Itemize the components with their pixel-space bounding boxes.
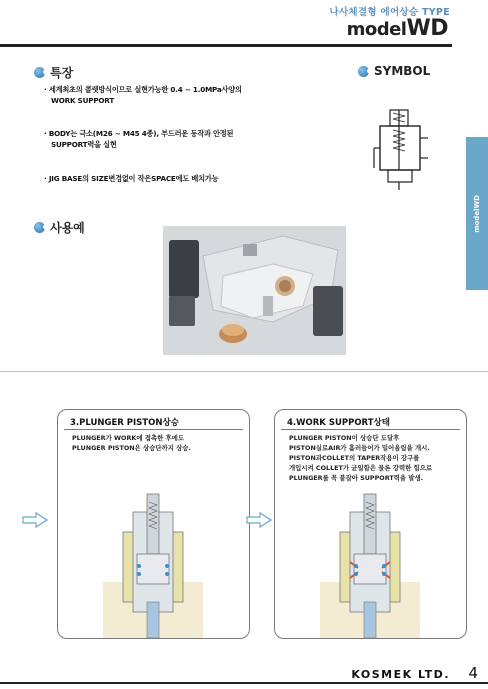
side-tab-label: modelWD [473,194,481,233]
side-tab[interactable] [466,137,488,290]
panel-title: 4.WORK SUPPORT상태 [287,418,390,428]
footer-rule [0,682,488,684]
jig-photo-illustration [163,226,346,355]
feature-item [44,84,242,106]
cross-section-drawing-icon [320,492,420,638]
feature-line: · 세계최초의 콜렛방식이므로 실현가능한 0.4 ~ 1.0MPa사양의 [44,85,242,94]
panel-plunger-piston-rise [57,409,250,639]
panel-work-support-state [274,409,467,639]
panel-line: PISTON과COLLET의 TAPER작용이 강구를 [289,454,420,462]
panel-line: PISTON실로AIR가 흘러들어가 밀어올림을 개시. [289,444,430,452]
symbol-title: SYMBOL [374,64,431,78]
panel-title: 3.PLUNGER PISTON상승 [70,418,179,428]
cross-section-drawing-icon [103,492,203,638]
usage-photo [163,226,346,355]
usage-title: 사용예 [50,221,85,235]
header-subtitle: 나사체결형 에어상승 TYPE [329,7,450,18]
page-number: 4 [468,664,478,682]
model-title [347,18,448,40]
features-heading [34,64,73,81]
feature-line: · JIG BASE의 SIZE변경없이 작은SPACE에도 배치가능 [44,174,219,183]
right-arrow-icon [22,512,48,528]
panel-title-rule [281,429,460,430]
panel-description [289,433,432,483]
feature-line: SUPPORT력을 실현 [51,140,117,149]
feature-item [44,173,218,184]
section-bullet-icon [34,222,45,233]
feature-line: WORK SUPPORT [51,96,115,105]
features-title: 특장 [50,66,74,80]
symbol-heading [358,64,430,78]
panel-line: PLUNGER PISTON이 상승단 도달후 [289,434,400,442]
model-prefix: model [346,19,407,40]
section-bullet-icon [358,66,369,77]
panel-line: PLUNGER를 꼭 붙잡아 SUPPORT력을 발생. [289,474,424,482]
model-code: WD [406,16,448,41]
panel-line: 개입시켜 COLLET가 균일함은 물론 강력한 힘으로 [289,464,433,472]
section-bullet-icon [34,67,45,78]
feature-line: · BODY는 극소(M26 ~ M45 4종), 부드러운 동작과 안정된 [44,129,234,138]
usage-heading [34,219,85,236]
company-name: KOSMEK LTD. [351,668,450,681]
panel-line: PLUNGER PISTON은 상승단까지 상승. [72,444,191,452]
section-divider [0,371,488,372]
panel-line: PLUNGER가 WORK에 접촉한 후에도 [72,434,185,442]
right-arrow-icon [246,512,272,528]
feature-item [44,128,233,150]
panel-title-rule [64,429,243,430]
work-support-symbol-icon [370,108,436,192]
panel-description [72,433,191,453]
header-rule [0,44,452,47]
